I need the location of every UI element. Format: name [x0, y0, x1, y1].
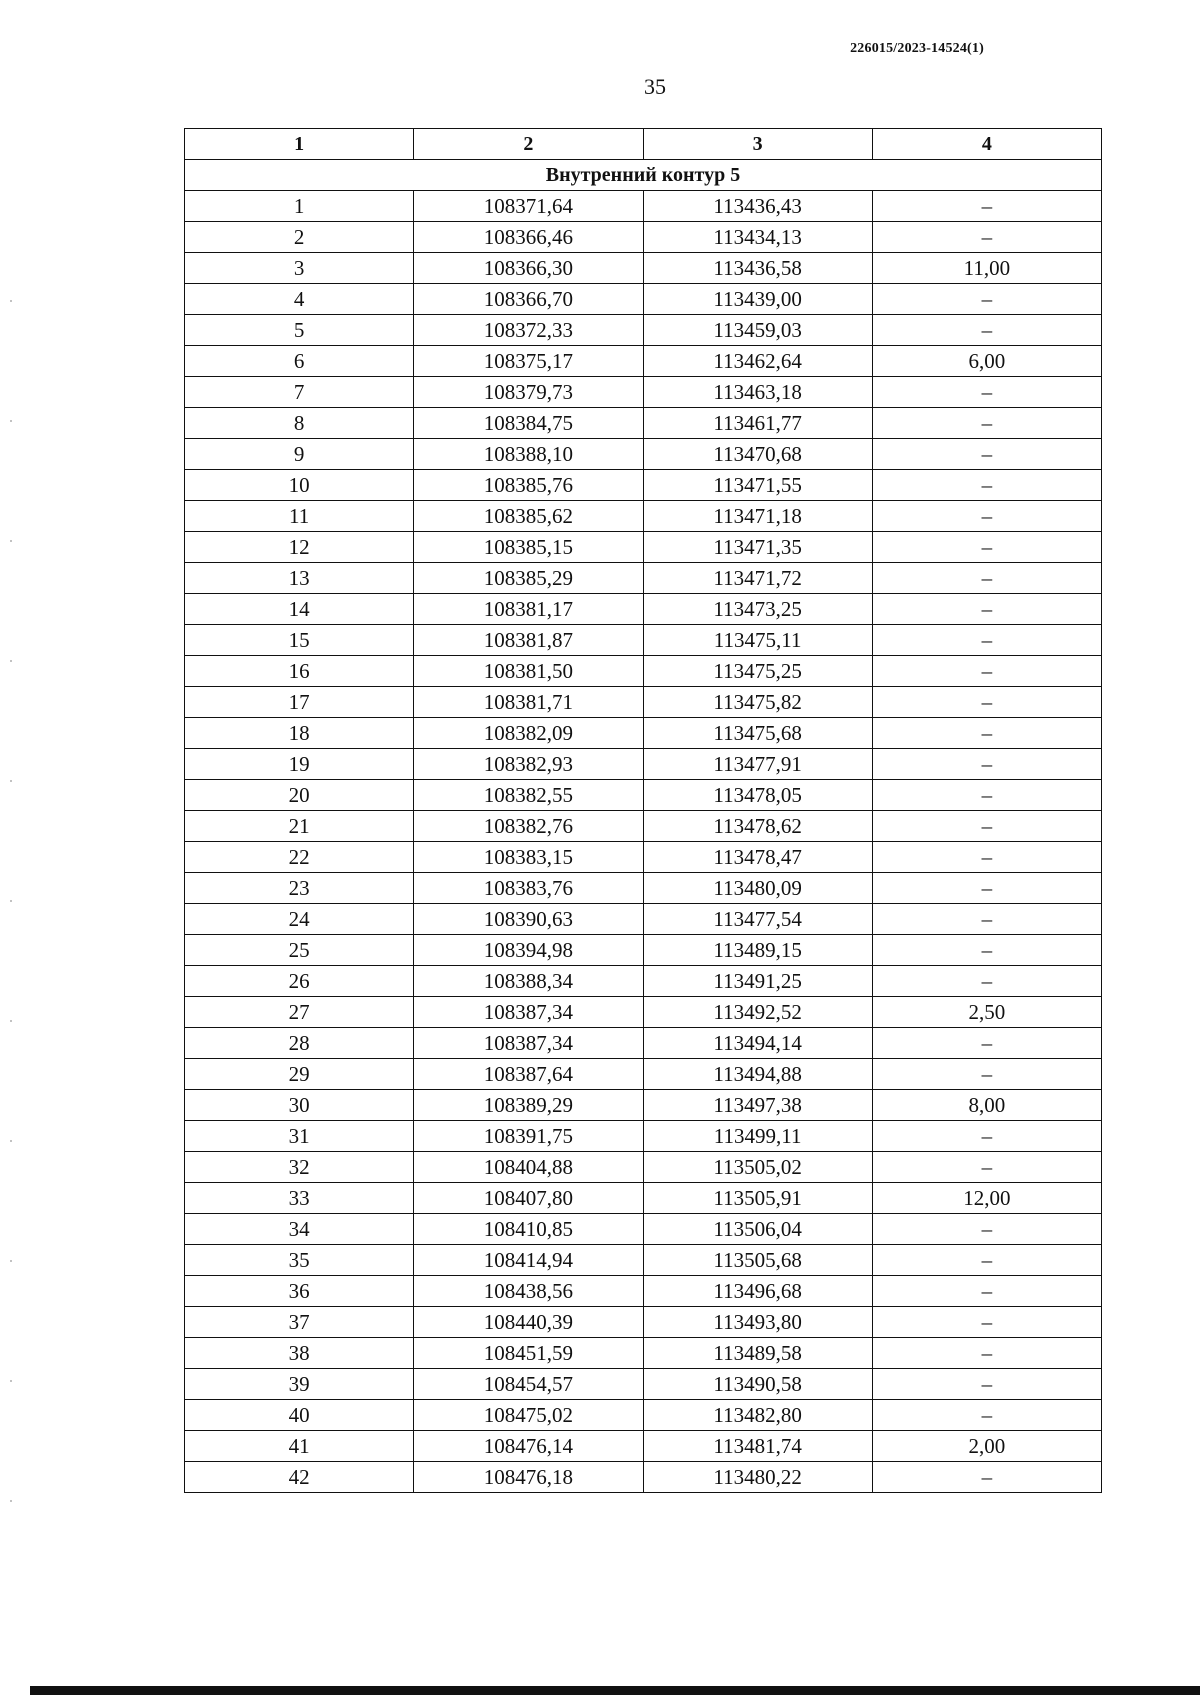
- point-number-cell: 41: [185, 1431, 414, 1462]
- value-cell: –: [872, 1245, 1101, 1276]
- y-coordinate-cell: 113506,04: [643, 1214, 872, 1245]
- value-cell: –: [872, 966, 1101, 997]
- y-coordinate-cell: 113436,43: [643, 191, 872, 222]
- value-cell: –: [872, 563, 1101, 594]
- x-coordinate-cell: 108404,88: [414, 1152, 643, 1183]
- y-coordinate-cell: 113494,14: [643, 1028, 872, 1059]
- y-coordinate-cell: 113482,80: [643, 1400, 872, 1431]
- point-number-cell: 10: [185, 470, 414, 501]
- document-number: 226015/2023-14524(1): [850, 41, 984, 56]
- x-coordinate-cell: 108476,18: [414, 1462, 643, 1493]
- value-cell: –: [872, 1028, 1101, 1059]
- point-number-cell: 33: [185, 1183, 414, 1214]
- point-number-cell: 9: [185, 439, 414, 470]
- point-number-cell: 39: [185, 1369, 414, 1400]
- table-row: [185, 1059, 1102, 1090]
- table-body: [185, 160, 1102, 1493]
- point-number-cell: 23: [185, 873, 414, 904]
- point-number-cell: 24: [185, 904, 414, 935]
- value-cell: –: [872, 780, 1101, 811]
- point-number-cell: 18: [185, 718, 414, 749]
- table-row: [185, 966, 1102, 997]
- value-cell: –: [872, 935, 1101, 966]
- table-row: [185, 470, 1102, 501]
- table-row: [185, 222, 1102, 253]
- point-number-cell: 2: [185, 222, 414, 253]
- y-coordinate-cell: 113478,62: [643, 811, 872, 842]
- point-number-cell: 38: [185, 1338, 414, 1369]
- value-cell: –: [872, 284, 1101, 315]
- y-coordinate-cell: 113478,47: [643, 842, 872, 873]
- y-coordinate-cell: 113491,25: [643, 966, 872, 997]
- y-coordinate-cell: 113475,11: [643, 625, 872, 656]
- x-coordinate-cell: 108366,30: [414, 253, 643, 284]
- table-row: [185, 1183, 1102, 1214]
- value-cell: 11,00: [872, 253, 1101, 284]
- y-coordinate-cell: 113496,68: [643, 1276, 872, 1307]
- x-coordinate-cell: 108388,34: [414, 966, 643, 997]
- coordinates-table: [184, 128, 1102, 1493]
- value-cell: –: [872, 594, 1101, 625]
- y-coordinate-cell: 113475,25: [643, 656, 872, 687]
- table-row: [185, 1152, 1102, 1183]
- point-number-cell: 15: [185, 625, 414, 656]
- scan-bottom-edge: [30, 1686, 1200, 1695]
- point-number-cell: 16: [185, 656, 414, 687]
- x-coordinate-cell: 108381,87: [414, 625, 643, 656]
- table-row: [185, 1307, 1102, 1338]
- table-row: [185, 377, 1102, 408]
- value-cell: 12,00: [872, 1183, 1101, 1214]
- y-coordinate-cell: 113439,00: [643, 284, 872, 315]
- value-cell: –: [872, 873, 1101, 904]
- table-row: [185, 532, 1102, 563]
- table-row: [185, 1431, 1102, 1462]
- y-coordinate-cell: 113461,77: [643, 408, 872, 439]
- table-row: [185, 284, 1102, 315]
- table-row: [185, 1214, 1102, 1245]
- table-row: [185, 842, 1102, 873]
- point-number-cell: 26: [185, 966, 414, 997]
- x-coordinate-cell: 108379,73: [414, 377, 643, 408]
- point-number-cell: 29: [185, 1059, 414, 1090]
- point-number-cell: 36: [185, 1276, 414, 1307]
- point-number-cell: 7: [185, 377, 414, 408]
- value-cell: –: [872, 439, 1101, 470]
- x-coordinate-cell: 108454,57: [414, 1369, 643, 1400]
- x-coordinate-cell: 108414,94: [414, 1245, 643, 1276]
- y-coordinate-cell: 113473,25: [643, 594, 872, 625]
- x-coordinate-cell: 108385,15: [414, 532, 643, 563]
- point-number-cell: 32: [185, 1152, 414, 1183]
- value-cell: 2,00: [872, 1431, 1101, 1462]
- table-row: [185, 904, 1102, 935]
- point-number-cell: 28: [185, 1028, 414, 1059]
- y-coordinate-cell: 113489,58: [643, 1338, 872, 1369]
- value-cell: –: [872, 1152, 1101, 1183]
- table-row: [185, 1028, 1102, 1059]
- x-coordinate-cell: 108438,56: [414, 1276, 643, 1307]
- table-row: [185, 1090, 1102, 1121]
- x-coordinate-cell: 108387,34: [414, 997, 643, 1028]
- y-coordinate-cell: 113475,82: [643, 687, 872, 718]
- value-cell: –: [872, 904, 1101, 935]
- column-header-3: 3: [643, 129, 872, 160]
- y-coordinate-cell: 113493,80: [643, 1307, 872, 1338]
- x-coordinate-cell: 108410,85: [414, 1214, 643, 1245]
- value-cell: –: [872, 408, 1101, 439]
- y-coordinate-cell: 113477,91: [643, 749, 872, 780]
- point-number-cell: 6: [185, 346, 414, 377]
- table-row: [185, 687, 1102, 718]
- table-row: [185, 811, 1102, 842]
- y-coordinate-cell: 113480,09: [643, 873, 872, 904]
- point-number-cell: 27: [185, 997, 414, 1028]
- value-cell: –: [872, 315, 1101, 346]
- y-coordinate-cell: 113497,38: [643, 1090, 872, 1121]
- y-coordinate-cell: 113471,55: [643, 470, 872, 501]
- table-row: [185, 1369, 1102, 1400]
- table-row: [185, 191, 1102, 222]
- value-cell: –: [872, 222, 1101, 253]
- y-coordinate-cell: 113477,54: [643, 904, 872, 935]
- table-row: [185, 1338, 1102, 1369]
- value-cell: –: [872, 749, 1101, 780]
- section-row: [185, 160, 1102, 191]
- table-row: [185, 1276, 1102, 1307]
- table-row: [185, 1245, 1102, 1276]
- x-coordinate-cell: 108383,76: [414, 873, 643, 904]
- point-number-cell: 12: [185, 532, 414, 563]
- point-number-cell: 8: [185, 408, 414, 439]
- table-row: [185, 935, 1102, 966]
- point-number-cell: 40: [185, 1400, 414, 1431]
- y-coordinate-cell: 113471,72: [643, 563, 872, 594]
- table-row: [185, 315, 1102, 346]
- y-coordinate-cell: 113459,03: [643, 315, 872, 346]
- x-coordinate-cell: 108382,93: [414, 749, 643, 780]
- x-coordinate-cell: 108387,64: [414, 1059, 643, 1090]
- column-header-4: 4: [872, 129, 1101, 160]
- point-number-cell: 37: [185, 1307, 414, 1338]
- table-row: [185, 1462, 1102, 1493]
- x-coordinate-cell: 108382,55: [414, 780, 643, 811]
- x-coordinate-cell: 108381,71: [414, 687, 643, 718]
- value-cell: 6,00: [872, 346, 1101, 377]
- x-coordinate-cell: 108385,76: [414, 470, 643, 501]
- value-cell: –: [872, 656, 1101, 687]
- table-row: [185, 1121, 1102, 1152]
- y-coordinate-cell: 113489,15: [643, 935, 872, 966]
- value-cell: 8,00: [872, 1090, 1101, 1121]
- y-coordinate-cell: 113478,05: [643, 780, 872, 811]
- y-coordinate-cell: 113505,91: [643, 1183, 872, 1214]
- value-cell: –: [872, 1307, 1101, 1338]
- table-row: [185, 656, 1102, 687]
- y-coordinate-cell: 113471,18: [643, 501, 872, 532]
- column-header-2: 2: [414, 129, 643, 160]
- value-cell: –: [872, 625, 1101, 656]
- value-cell: –: [872, 1400, 1101, 1431]
- point-number-cell: 21: [185, 811, 414, 842]
- y-coordinate-cell: 113499,11: [643, 1121, 872, 1152]
- x-coordinate-cell: 108476,14: [414, 1431, 643, 1462]
- table-row: [185, 346, 1102, 377]
- column-header-1: 1: [185, 129, 414, 160]
- x-coordinate-cell: 108388,10: [414, 439, 643, 470]
- value-cell: –: [872, 1369, 1101, 1400]
- x-coordinate-cell: 108366,46: [414, 222, 643, 253]
- value-cell: –: [872, 1121, 1101, 1152]
- y-coordinate-cell: 113481,74: [643, 1431, 872, 1462]
- x-coordinate-cell: 108384,75: [414, 408, 643, 439]
- table-row: [185, 253, 1102, 284]
- x-coordinate-cell: 108381,50: [414, 656, 643, 687]
- point-number-cell: 4: [185, 284, 414, 315]
- table-row: [185, 718, 1102, 749]
- x-coordinate-cell: 108366,70: [414, 284, 643, 315]
- point-number-cell: 11: [185, 501, 414, 532]
- value-cell: –: [872, 718, 1101, 749]
- point-number-cell: 5: [185, 315, 414, 346]
- point-number-cell: 14: [185, 594, 414, 625]
- value-cell: –: [872, 687, 1101, 718]
- point-number-cell: 22: [185, 842, 414, 873]
- value-cell: –: [872, 842, 1101, 873]
- value-cell: –: [872, 1338, 1101, 1369]
- y-coordinate-cell: 113492,52: [643, 997, 872, 1028]
- x-coordinate-cell: 108382,09: [414, 718, 643, 749]
- point-number-cell: 20: [185, 780, 414, 811]
- point-number-cell: 13: [185, 563, 414, 594]
- x-coordinate-cell: 108387,34: [414, 1028, 643, 1059]
- value-cell: –: [872, 191, 1101, 222]
- y-coordinate-cell: 113434,13: [643, 222, 872, 253]
- x-coordinate-cell: 108383,15: [414, 842, 643, 873]
- y-coordinate-cell: 113462,64: [643, 346, 872, 377]
- page-number: 35: [644, 74, 666, 99]
- table-row: [185, 625, 1102, 656]
- table-row: [185, 749, 1102, 780]
- point-number-cell: 1: [185, 191, 414, 222]
- point-number-cell: 35: [185, 1245, 414, 1276]
- table-row: [185, 594, 1102, 625]
- value-cell: –: [872, 811, 1101, 842]
- x-coordinate-cell: 108385,29: [414, 563, 643, 594]
- x-coordinate-cell: 108440,39: [414, 1307, 643, 1338]
- x-coordinate-cell: 108451,59: [414, 1338, 643, 1369]
- x-coordinate-cell: 108475,02: [414, 1400, 643, 1431]
- y-coordinate-cell: 113475,68: [643, 718, 872, 749]
- y-coordinate-cell: 113494,88: [643, 1059, 872, 1090]
- point-number-cell: 42: [185, 1462, 414, 1493]
- value-cell: –: [872, 532, 1101, 563]
- y-coordinate-cell: 113505,02: [643, 1152, 872, 1183]
- point-number-cell: 25: [185, 935, 414, 966]
- x-coordinate-cell: 108407,80: [414, 1183, 643, 1214]
- table-row: [185, 563, 1102, 594]
- value-cell: –: [872, 1059, 1101, 1090]
- y-coordinate-cell: 113490,58: [643, 1369, 872, 1400]
- section-title: Внутренний контур 5: [185, 160, 1102, 191]
- x-coordinate-cell: 108382,76: [414, 811, 643, 842]
- x-coordinate-cell: 108394,98: [414, 935, 643, 966]
- column-number-row: [185, 129, 1102, 160]
- x-coordinate-cell: 108372,33: [414, 315, 643, 346]
- value-cell: –: [872, 1276, 1101, 1307]
- point-number-cell: 3: [185, 253, 414, 284]
- point-number-cell: 31: [185, 1121, 414, 1152]
- point-number-cell: 30: [185, 1090, 414, 1121]
- table-row: [185, 997, 1102, 1028]
- y-coordinate-cell: 113436,58: [643, 253, 872, 284]
- value-cell: –: [872, 1462, 1101, 1493]
- y-coordinate-cell: 113480,22: [643, 1462, 872, 1493]
- y-coordinate-cell: 113505,68: [643, 1245, 872, 1276]
- y-coordinate-cell: 113470,68: [643, 439, 872, 470]
- value-cell: –: [872, 377, 1101, 408]
- point-number-cell: 17: [185, 687, 414, 718]
- x-coordinate-cell: 108371,64: [414, 191, 643, 222]
- table-row: [185, 873, 1102, 904]
- table-row: [185, 408, 1102, 439]
- x-coordinate-cell: 108375,17: [414, 346, 643, 377]
- table-row: [185, 439, 1102, 470]
- x-coordinate-cell: 108389,29: [414, 1090, 643, 1121]
- x-coordinate-cell: 108390,63: [414, 904, 643, 935]
- value-cell: 2,50: [872, 997, 1101, 1028]
- x-coordinate-cell: 108391,75: [414, 1121, 643, 1152]
- point-number-cell: 34: [185, 1214, 414, 1245]
- value-cell: –: [872, 1214, 1101, 1245]
- x-coordinate-cell: 108385,62: [414, 501, 643, 532]
- value-cell: –: [872, 470, 1101, 501]
- scan-margin-dots: [10, 300, 12, 1600]
- table-row: [185, 1400, 1102, 1431]
- y-coordinate-cell: 113471,35: [643, 532, 872, 563]
- table-row: [185, 501, 1102, 532]
- x-coordinate-cell: 108381,17: [414, 594, 643, 625]
- table-row: [185, 780, 1102, 811]
- y-coordinate-cell: 113463,18: [643, 377, 872, 408]
- point-number-cell: 19: [185, 749, 414, 780]
- value-cell: –: [872, 501, 1101, 532]
